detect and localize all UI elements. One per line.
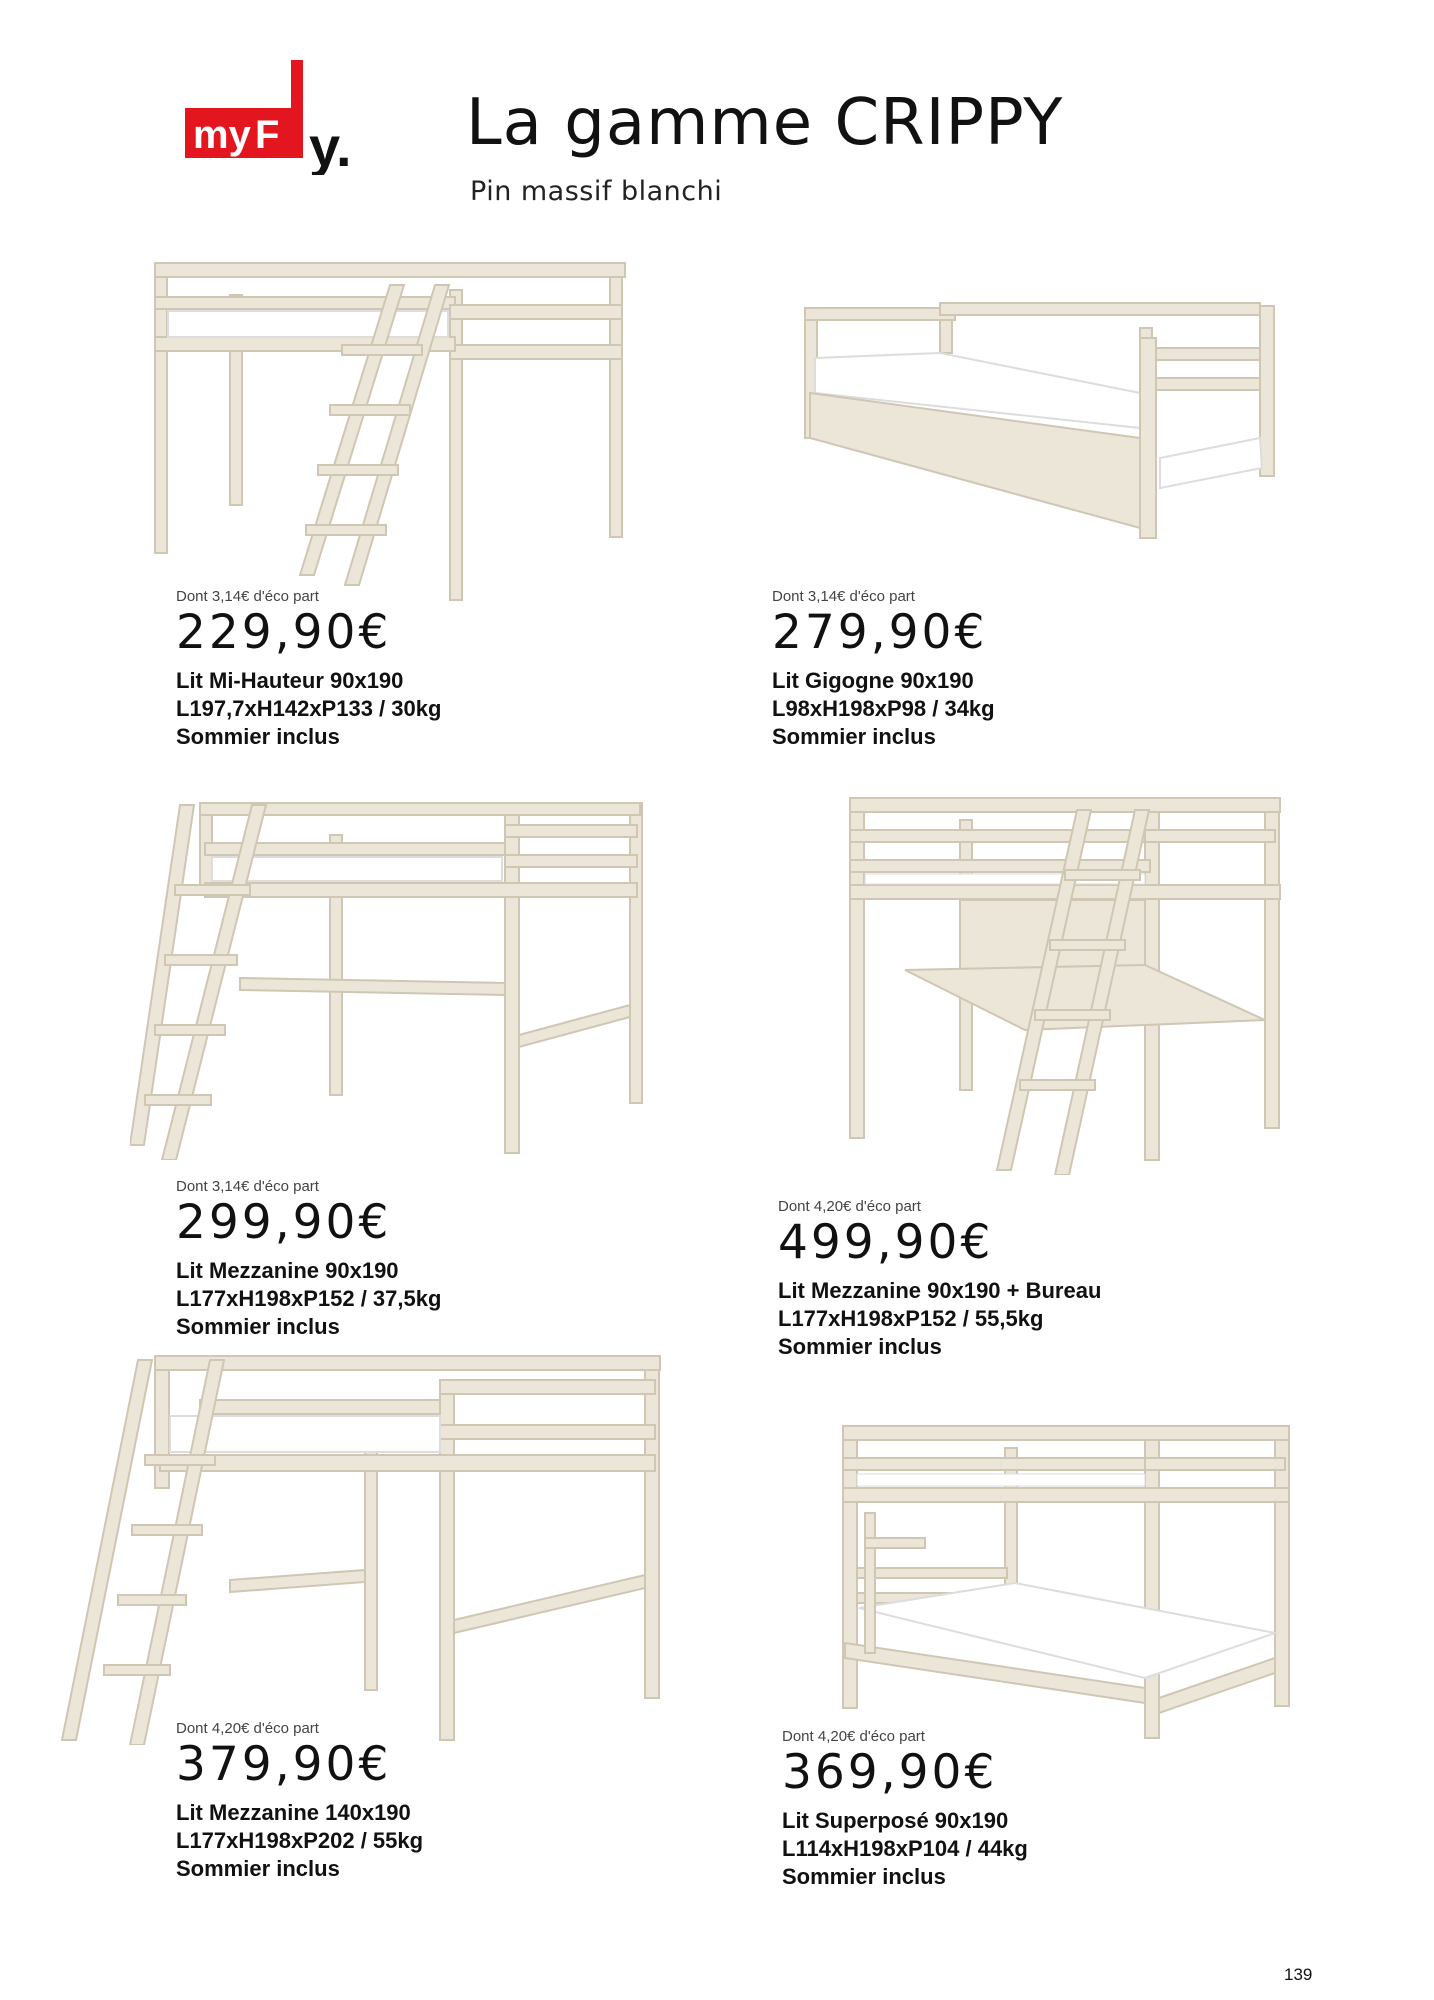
product-dimensions: L177xH198xP152 / 37,5kg (176, 1285, 442, 1311)
product-image-gigogne (800, 298, 1290, 553)
product-info (176, 1178, 636, 1341)
product-image-mezzanine (130, 795, 650, 1160)
page-subtitle: Pin massif blanchi (470, 176, 723, 207)
product-name: Lit Mezzanine 140x190 (176, 1799, 411, 1825)
product-price: 369,90€ (782, 1745, 998, 1800)
product-dimensions: L197,7xH142xP133 / 30kg (176, 695, 442, 721)
product-info (176, 588, 636, 751)
product-price: 499,90€ (778, 1215, 994, 1270)
eco-participation: Dont 3,14€ d'éco part (176, 588, 319, 605)
product-image-superpose (835, 1418, 1295, 1743)
product-image-mezzanine-bureau (845, 790, 1290, 1175)
product-note: Sommier inclus (176, 1855, 340, 1881)
product-note: Sommier inclus (176, 1313, 340, 1339)
product-image-mi-hauteur (150, 255, 640, 615)
product-note: Sommier inclus (782, 1863, 946, 1889)
product-name: Lit Mezzanine 90x190 (176, 1257, 399, 1283)
product-dimensions: L177xH198xP202 / 55kg (176, 1827, 424, 1853)
product-price: 379,90€ (176, 1737, 392, 1792)
eco-participation: Dont 4,20€ d'éco part (778, 1198, 921, 1215)
product-dimensions: L177xH198xP152 / 55,5kg (778, 1305, 1044, 1331)
product-info (782, 1728, 1242, 1891)
product-price: 279,90€ (772, 605, 988, 660)
product-price: 299,90€ (176, 1195, 392, 1250)
eco-participation: Dont 3,14€ d'éco part (772, 588, 915, 605)
product-name: Lit Superposé 90x190 (782, 1807, 1009, 1833)
svg-text:y.: y. (309, 115, 352, 175)
eco-participation: Dont 4,20€ d'éco part (176, 1720, 319, 1737)
product-price: 229,90€ (176, 605, 392, 660)
product-note: Sommier inclus (772, 723, 936, 749)
svg-text:my: my (193, 113, 251, 157)
product-info (778, 1198, 1238, 1361)
product-image-mezzanine-140 (60, 1350, 670, 1745)
product-info (772, 588, 1232, 751)
product-name: Lit Mezzanine 90x190 + Bureau (778, 1277, 1102, 1303)
product-info (176, 1720, 636, 1883)
product-note: Sommier inclus (778, 1333, 942, 1359)
page-title: La gamme CRIPPY (466, 86, 1064, 160)
product-note: Sommier inclus (176, 723, 340, 749)
eco-participation: Dont 3,14€ d'éco part (176, 1178, 319, 1195)
eco-participation: Dont 4,20€ d'éco part (782, 1728, 925, 1745)
product-name: Lit Mi-Hauteur 90x190 (176, 667, 404, 693)
brand-logo (185, 60, 405, 175)
product-dimensions: L98xH198xP98 / 34kg (772, 695, 995, 721)
product-name: Lit Gigogne 90x190 (772, 667, 974, 693)
page-number: 139 (1284, 1965, 1313, 1984)
product-dimensions: L114xH198xP104 / 44kg (782, 1835, 1028, 1861)
svg-text:F: F (255, 113, 280, 157)
